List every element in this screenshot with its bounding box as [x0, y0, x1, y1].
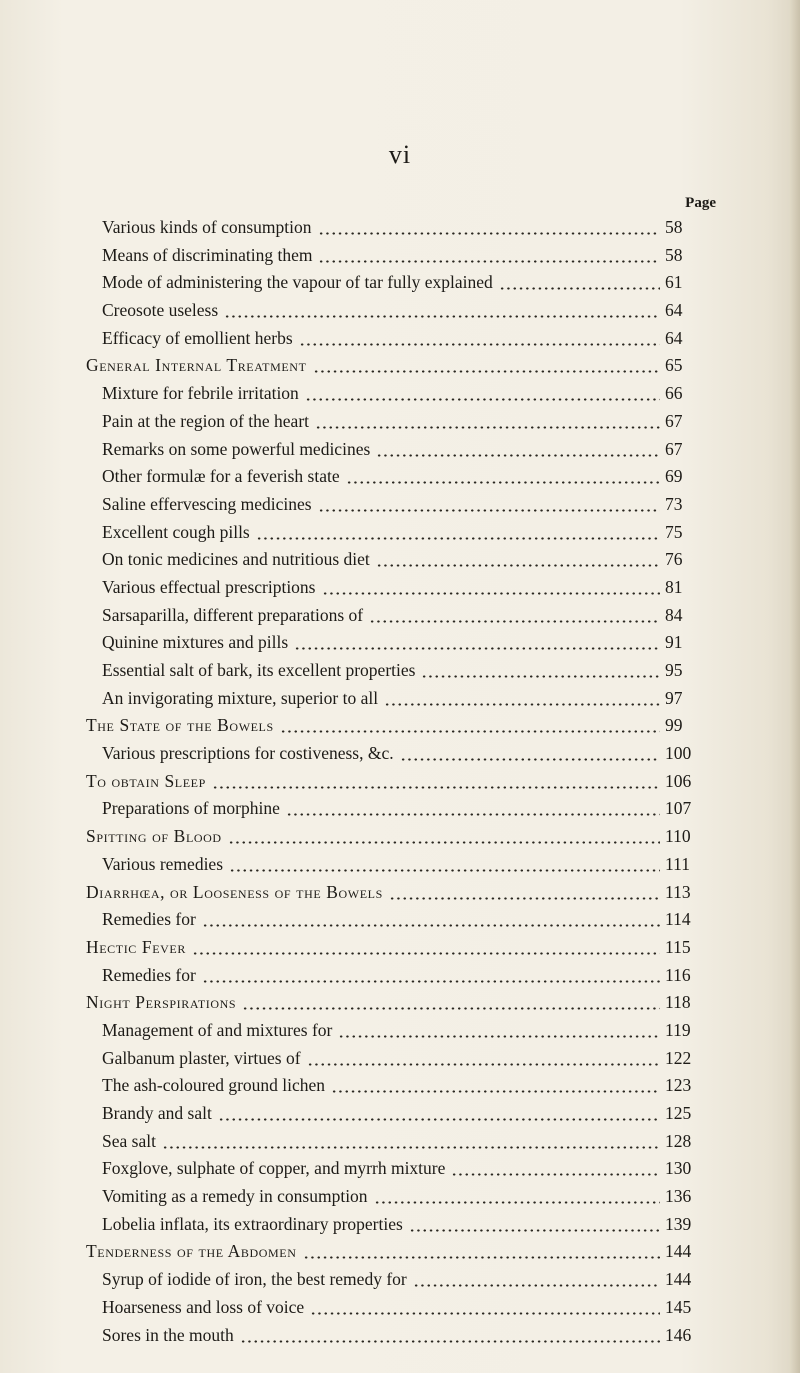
toc-entry-page-number: 125 — [665, 1103, 692, 1123]
dot-leader — [369, 620, 660, 623]
dot-leader — [299, 343, 660, 346]
toc-entry-page-number: 81 — [665, 576, 683, 597]
dot-leader — [338, 1035, 660, 1038]
toc-entry-title: To obtain Sleep — [86, 770, 206, 791]
dot-leader — [346, 481, 660, 484]
toc-entry-title: Other formulæ for a feverish state — [102, 466, 340, 487]
toc-entry-title: Various prescriptions for costiveness, &c. — [102, 743, 394, 764]
toc-entry-title: Sea salt — [102, 1130, 156, 1151]
toc-entry — [0, 297, 800, 325]
table-of-contents — [0, 214, 800, 1349]
toc-entry — [0, 214, 800, 242]
dot-leader — [242, 1007, 660, 1010]
toc-entry — [0, 1211, 800, 1239]
page-number: vi — [388, 140, 412, 169]
toc-entry-title: Remedies for — [102, 909, 196, 930]
dot-leader — [499, 287, 660, 290]
dot-leader — [202, 980, 660, 983]
toc-entry-page-number: 115 — [665, 936, 691, 957]
toc-entry-title: Various remedies — [102, 853, 224, 874]
toc-entry-title: Essential salt of bark, its excellent properties — [102, 660, 416, 680]
toc-section-entry — [0, 768, 800, 796]
dot-leader — [202, 924, 660, 927]
toc-entry-title: Mode of administering the vapour of tar fully explained — [102, 272, 493, 293]
toc-entry-page-number: 64 — [665, 327, 683, 348]
toc-entry-page-number: 67 — [665, 438, 683, 459]
dot-leader — [162, 1146, 660, 1149]
toc-entry-title: Mixture for febrile irritation — [102, 383, 299, 404]
toc-entry-page-number: 58 — [665, 217, 683, 237]
toc-entry-page-number: 97 — [665, 687, 683, 708]
toc-entry — [0, 906, 800, 934]
toc-entry — [0, 1045, 800, 1073]
toc-entry-page-number: 144 — [665, 1241, 692, 1262]
toc-section-entry — [0, 879, 800, 907]
toc-entry-page-number: 65 — [665, 355, 683, 376]
toc-entry — [0, 657, 800, 685]
toc-section-entry — [0, 823, 800, 851]
toc-entry-title: Hoarseness and loss of voice — [102, 1296, 305, 1317]
dot-leader — [294, 647, 660, 650]
toc-entry — [0, 269, 800, 297]
toc-entry-page-number: 61 — [665, 272, 683, 293]
toc-entry-page-number: 100 — [665, 743, 692, 764]
dot-leader — [322, 592, 660, 595]
toc-entry — [0, 851, 800, 879]
toc-entry-page-number: 91 — [665, 632, 683, 653]
dot-leader — [303, 1256, 660, 1259]
toc-entry — [0, 491, 800, 519]
dot-leader — [376, 564, 660, 567]
toc-entry-title: Remedies for — [102, 964, 196, 985]
toc-entry-title: Efficacy of emollient herbs — [102, 327, 293, 348]
toc-entry-page-number: 69 — [665, 466, 683, 487]
toc-entry — [0, 1100, 800, 1128]
toc-section-entry — [0, 934, 800, 962]
toc-entry-title: Sarsaparilla, different preparations of — [102, 604, 364, 625]
toc-entry — [0, 519, 800, 547]
toc-entry-title: An invigorating mixture, superior to all — [102, 687, 379, 708]
dot-leader — [212, 786, 660, 789]
toc-entry-title: Diarrhœa, or Looseness of the Bowels — [86, 881, 383, 902]
toc-entry — [0, 795, 800, 823]
toc-entry-page-number: 146 — [665, 1324, 692, 1345]
toc-entry-page-number: 123 — [665, 1075, 692, 1096]
dot-leader — [400, 758, 660, 761]
toc-entry-title: Excellent cough pills — [102, 521, 250, 542]
toc-entry-title: Preparations of morphine — [102, 798, 280, 819]
toc-entry — [0, 436, 800, 464]
toc-entry-title: The ash-coloured ground lichen — [102, 1075, 326, 1096]
toc-entry-title: Syrup of iodide of iron, the best remedy for — [102, 1269, 407, 1290]
toc-entry — [0, 325, 800, 353]
toc-entry-page-number: 139 — [665, 1213, 692, 1234]
toc-entry-page-number: 111 — [665, 853, 690, 874]
dot-leader — [224, 315, 660, 318]
toc-entry-page-number: 128 — [665, 1130, 692, 1151]
toc-entry-title: Night Perspirations — [86, 992, 237, 1013]
dot-leader — [421, 675, 660, 678]
dot-leader — [451, 1173, 660, 1176]
toc-entry-page-number: 76 — [665, 549, 683, 570]
dot-leader — [310, 1312, 660, 1315]
toc-entry — [0, 1322, 800, 1350]
toc-entry — [0, 1266, 800, 1294]
dot-leader — [389, 897, 660, 900]
toc-entry-page-number: 130 — [665, 1158, 692, 1179]
toc-entry-page-number: 119 — [665, 1019, 691, 1040]
toc-entry-page-number: 66 — [665, 383, 683, 404]
dot-leader — [315, 426, 660, 429]
toc-entry — [0, 740, 800, 768]
dot-leader — [280, 730, 660, 733]
dot-leader — [374, 1201, 660, 1204]
dot-leader — [318, 260, 660, 263]
toc-entry-title: Quinine mixtures and pills — [102, 632, 289, 653]
toc-entry-page-number: 110 — [665, 826, 691, 847]
dot-leader — [376, 454, 660, 457]
toc-entry-title: Brandy and salt — [102, 1103, 212, 1123]
toc-entry-page-number: 116 — [665, 964, 691, 985]
toc-entry — [0, 1183, 800, 1211]
toc-entry-page-number: 106 — [665, 770, 692, 791]
toc-entry — [0, 629, 800, 657]
toc-entry — [0, 962, 800, 990]
dot-leader — [409, 1229, 660, 1232]
toc-entry-title: Foxglove, sulphate of copper, and myrrh mixture — [102, 1158, 446, 1179]
toc-entry — [0, 546, 800, 574]
toc-entry-page-number: 145 — [665, 1296, 692, 1317]
toc-entry — [0, 408, 800, 436]
toc-section-entry — [0, 989, 800, 1017]
toc-section-entry — [0, 712, 800, 740]
toc-entry-title: Pain at the region of the heart — [102, 410, 310, 431]
dot-leader — [228, 841, 660, 844]
toc-entry-title: Tenderness of the Abdomen — [86, 1241, 297, 1262]
toc-entry-title: Management of and mixtures for — [102, 1019, 333, 1040]
toc-entry — [0, 1128, 800, 1156]
dot-leader — [286, 813, 660, 816]
dot-leader — [256, 537, 660, 540]
toc-entry-page-number: 136 — [665, 1186, 692, 1207]
toc-entry-page-number: 95 — [665, 660, 683, 680]
dot-leader — [229, 869, 660, 872]
dot-leader — [331, 1090, 660, 1093]
toc-entry-page-number: 64 — [665, 300, 683, 321]
dot-leader — [240, 1340, 660, 1343]
dot-leader — [218, 1118, 660, 1121]
dot-leader — [318, 232, 660, 235]
dot-leader — [305, 398, 660, 401]
toc-entry-title: Spitting of Blood — [86, 826, 222, 847]
toc-entry — [0, 685, 800, 713]
toc-entry-page-number: 58 — [665, 244, 683, 265]
toc-entry-title: General Internal Treatment — [86, 355, 307, 376]
dot-leader — [413, 1284, 660, 1287]
toc-entry-title: Vomiting as a remedy in consumption — [102, 1186, 368, 1207]
toc-entry-title: Sores in the mouth — [102, 1324, 234, 1345]
toc-entry — [0, 242, 800, 270]
dot-leader — [384, 703, 660, 706]
toc-entry — [0, 1072, 800, 1100]
toc-entry-title: Hectic Fever — [86, 936, 186, 957]
toc-section-entry — [0, 352, 800, 380]
toc-entry-title: Lobelia inflata, its extraordinary properties — [102, 1213, 403, 1234]
toc-entry-title: Various effectual prescriptions — [102, 576, 316, 597]
toc-entry — [0, 574, 800, 602]
page-column-label: Page — [685, 195, 716, 211]
dot-leader — [307, 1063, 660, 1066]
toc-entry-page-number: 73 — [665, 493, 683, 514]
dot-leader — [318, 509, 660, 512]
toc-entry-page-number: 122 — [665, 1047, 692, 1068]
toc-entry-title: Creosote useless — [102, 300, 219, 321]
toc-entry-title: Saline effervescing medicines — [102, 493, 312, 514]
dot-leader — [313, 370, 660, 373]
toc-entry-title: On tonic medicines and nutritious diet — [102, 549, 370, 570]
toc-entry-page-number: 75 — [665, 521, 683, 542]
toc-entry-title: Means of discriminating them — [102, 244, 313, 265]
toc-entry-page-number: 113 — [665, 881, 691, 902]
toc-entry-title: Galbanum plaster, virtues of — [102, 1047, 301, 1068]
toc-entry-page-number: 144 — [665, 1269, 692, 1290]
toc-entry-page-number: 114 — [665, 909, 691, 930]
toc-entry — [0, 1294, 800, 1322]
toc-entry — [0, 1017, 800, 1045]
toc-entry — [0, 1155, 800, 1183]
toc-entry-page-number: 99 — [665, 715, 683, 736]
toc-entry-page-number: 84 — [665, 604, 683, 625]
toc-entry-page-number: 67 — [665, 410, 683, 431]
toc-entry-title: Various kinds of consumption — [102, 217, 312, 237]
toc-entry-page-number: 118 — [665, 992, 691, 1013]
toc-entry-title: The State of the Bowels — [86, 715, 274, 736]
toc-entry — [0, 602, 800, 630]
toc-entry-title: Remarks on some powerful medicines — [102, 438, 371, 459]
toc-entry — [0, 380, 800, 408]
toc-section-entry — [0, 1238, 800, 1266]
toc-entry-page-number: 107 — [665, 798, 692, 819]
dot-leader — [192, 952, 660, 955]
toc-entry — [0, 463, 800, 491]
